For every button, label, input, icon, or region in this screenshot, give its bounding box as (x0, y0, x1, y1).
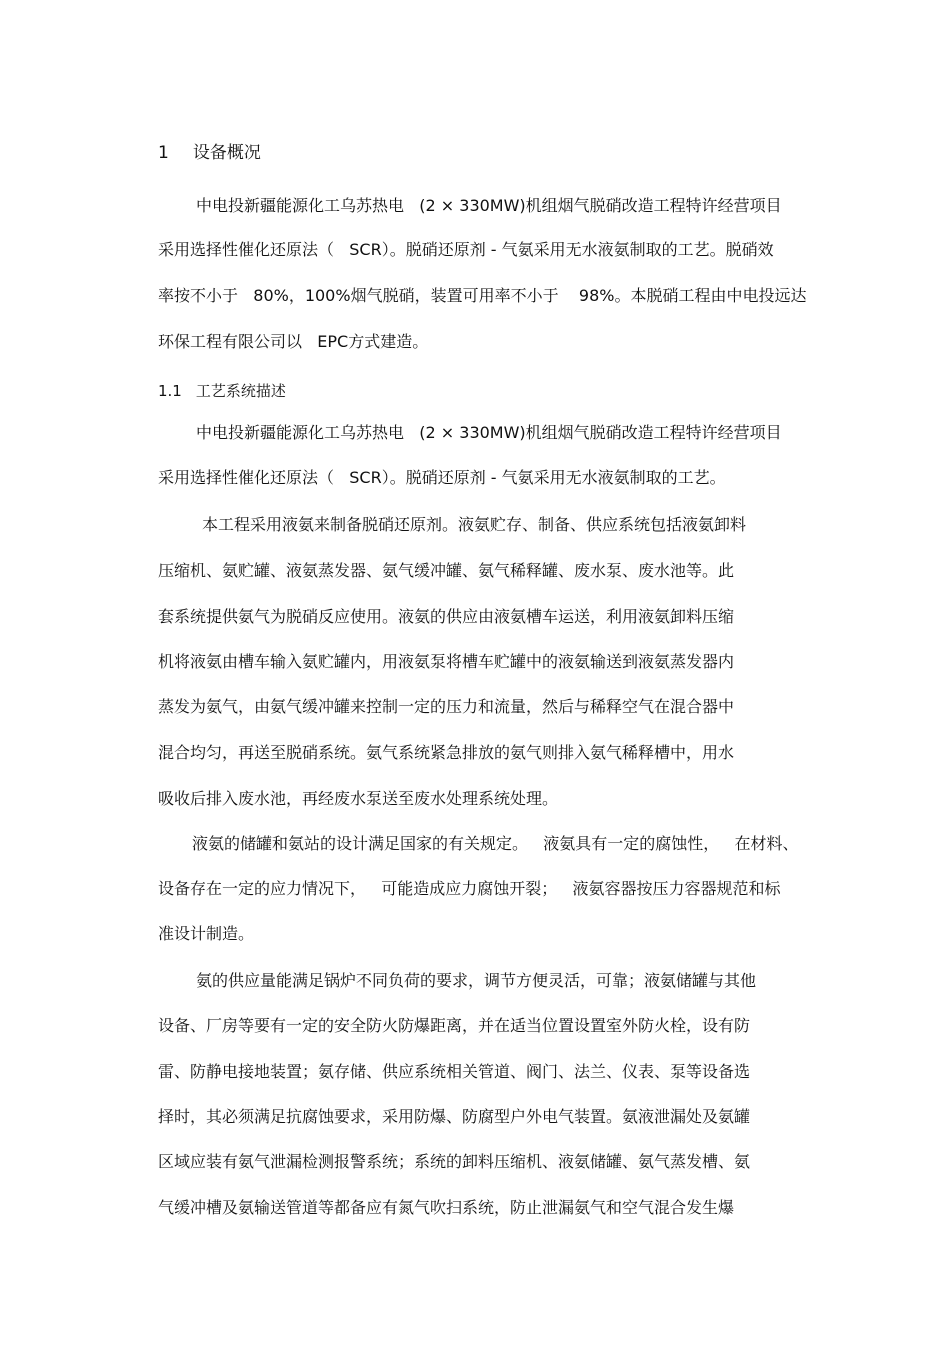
section-heading (158, 138, 261, 163)
paragraph4-line: 设备存在一定的应力情况下， 可能造成应力腐蚀开裂； 液氨容器按压力容器规范和标 (158, 879, 781, 898)
paragraph3-line: 机将液氨由槽车输入氨贮罐内，用液氨泵将槽车贮罐中的液氨输送到液氨蒸发器内 (158, 652, 735, 671)
paragraph5-line: 区域应装有氨气泄漏检测报警系统；系统的卸料压缩机、液氨储罐、氨气蒸发槽、氨 (158, 1152, 751, 1171)
paragraph5-line: 气缓冲槽及氨输送管道等都备应有氮气吹扫系统，防止泄漏氨气和空气混合发生爆 (158, 1198, 735, 1217)
subsection-heading (158, 380, 286, 401)
subsection-title: 工艺系统描述 (195, 382, 286, 400)
paragraph1-line: 中电投新疆能源化工乌苏热电 (2 × 330MW)机组烟气脱硝改造工程特许经营项目 (196, 196, 782, 215)
paragraph3-line: 本工程采用液氨来制备脱硝还原剂。液氨贮存、制备、供应系统包括液氨卸料 (202, 515, 747, 534)
subsection-number: 1.1 (158, 382, 182, 400)
paragraph3-line: 混合均匀，再送至脱硝系统。氨气系统紧急排放的氨气则排入氨气稀释槽中，用水 (158, 743, 735, 762)
paragraph5-line: 氨的供应量能满足锅炉不同负荷的要求，调节方便灵活，可靠；液氨储罐与其他 (196, 971, 757, 990)
section-number: 1 (158, 143, 169, 163)
paragraph4-line: 液氨的储罐和氨站的设计满足国家的有关规定。 液氨具有一定的腐蚀性， 在材料、 (192, 834, 799, 853)
paragraph5-line: 雷、防静电接地装置；氨存储、供应系统相关管道、阀门、法兰、仪表、泵等设备选 (158, 1062, 751, 1081)
paragraph3-line: 压缩机、氨贮罐、液氨蒸发器、氨气缓冲罐、氨气稀释罐、废水泵、废水池等。此 (158, 561, 735, 580)
section-title: 设备概况 (192, 143, 261, 163)
paragraph3-line: 套系统提供氨气为脱硝反应使用。液氨的供应由液氨槽车运送，利用液氨卸料压缩 (158, 607, 735, 626)
paragraph4-line: 准设计制造。 (158, 924, 255, 943)
paragraph3-line: 吸收后排入废水池，再经废水泵送至废水处理系统处理。 (158, 789, 559, 808)
paragraph1-line: 环保工程有限公司以 EPC方式建造。 (158, 332, 429, 351)
paragraph2-line: 中电投新疆能源化工乌苏热电 (2 × 330MW)机组烟气脱硝改造工程特许经营项目 (196, 423, 782, 442)
paragraph5-line: 择时，其必须满足抗腐蚀要求，采用防爆、防腐型户外电气装置。氨液泄漏处及氨罐 (158, 1107, 751, 1126)
paragraph2-line: 采用选择性催化还原法（ SCR）。脱硝还原剂 - 气氨采用无水液氨制取的工艺。 (158, 468, 726, 487)
paragraph3-line: 蒸发为氨气，由氨气缓冲罐来控制一定的压力和流量，然后与稀释空气在混合器中 (158, 697, 735, 716)
paragraph1-line: 采用选择性催化还原法（ SCR）。脱硝还原剂 - 气氨采用无水液氨制取的工艺。脱硝效 (158, 240, 774, 259)
paragraph5-line: 设备、厂房等要有一定的安全防火防爆距离，并在适当位置设置室外防火栓，设有防 (158, 1016, 751, 1035)
paragraph1-line: 率按不小于 80%，100%烟气脱硝，装置可用率不小于 98%。本脱硝工程由中电投远达 (158, 286, 807, 305)
